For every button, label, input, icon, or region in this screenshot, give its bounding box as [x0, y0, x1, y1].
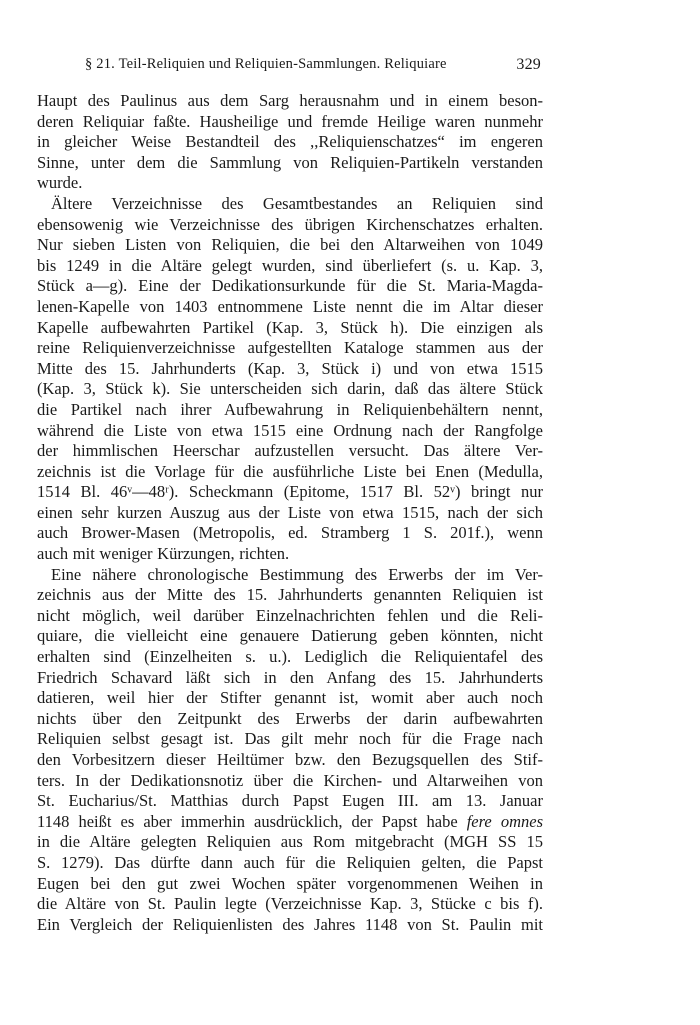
text-line: lenen-Kapelle von 1403 entnommene Liste nennt die im Altar dieser: [37, 296, 543, 316]
text-line: 1514 Bl. 46ᵛ—48ʳ). Scheckmann (Epitome, 1517 Bl. 52ᵛ) bringt nur: [37, 482, 543, 502]
text-line: Reliquien selbst gesagt ist. Das gilt mehr noch für die Frage nach: [37, 729, 543, 749]
text-line: Sinne, unter dem die Sammlung von Reliquien-Partikeln verstanden: [37, 152, 543, 172]
text-line: wurde.: [37, 173, 83, 193]
text-line: in die Altäre gelegten Reliquien aus Rom mitgebracht (MGH SS 15: [37, 832, 543, 852]
text-line: Mitte des 15. Jahrhunderts (Kap. 3, Stück i) und von etwa 1515: [37, 358, 543, 378]
latin-phrase: fere omnes: [466, 811, 543, 831]
text-line: die Partikel nach ihrer Aufbewahrung in Reliquienbehältern nennt,: [37, 399, 543, 419]
text-line: in gleicher Weise Bestandteil des ,,Reliquienschatzes“ im engeren: [37, 132, 543, 152]
text-line: ters. In der Dedikationsnotiz über die Kirchen- und Altarweihen von: [37, 770, 543, 790]
text-line: Haupt des Paulinus aus dem Sarg herausnahm und in einem beson-: [37, 91, 543, 110]
text-line: reine Reliquienverzeichnisse aufgestellten Kataloge stammen aus der: [37, 338, 543, 358]
running-title: § 21. Teil-Reliquien und Reliquien-Sammlungen. Reliquiare: [85, 56, 447, 72]
text-line: Eine nähere chronologische Bestimmung des Erwerbs der im Ver-: [51, 564, 543, 584]
text-line: einen sehr kurzen Auszug aus der Liste von etwa 1515, nach der sich: [37, 502, 543, 522]
text-line: Ältere Verzeichnisse des Gesamtbestandes an Reliquien sind: [51, 193, 543, 213]
text-line: der himmlischen Heerschar aufzustellen versucht. Das ältere Ver-: [37, 441, 543, 461]
text-line: zeichnis aus der Mitte des 15. Jahrhunderts genannten Reliquien ist: [37, 585, 543, 605]
text-line: datieren, weil hier der Stifter genannt ist, womit aber auch noch: [37, 688, 543, 708]
text-line: bis 1249 in die Altäre gelegt wurden, sind überliefert (s. u. Kap. 3,: [37, 255, 543, 275]
text-line: erhalten sind (Einzelheiten s. u.). Lediglich die Reliquientafel des: [37, 647, 543, 667]
text-line: St. Eucharius/St. Matthias durch Papst Eugen III. am 13. Januar: [37, 791, 543, 811]
text-line: die Altäre von St. Paulin legte (Verzeichnisse Kap. 3, Stücke c bis f).: [37, 894, 543, 914]
text-line: ebensowenig wie Verzeichnisse des übrigen Kirchenschatzes erhalten.: [37, 214, 543, 234]
text-line: zeichnis ist die Vorlage für die ausführliche Liste bei Enen (Medulla,: [37, 461, 543, 481]
text-line: Eugen bei den gut zwei Wochen später vorgenommenen Weihen in: [37, 873, 543, 893]
text-line: nicht möglich, weil darüber Einzelnachrichten fehlen und die Reli-: [37, 605, 543, 625]
text-line: nichts über den Zeitpunkt des Erwerbs der darin aufbewahrten: [37, 708, 543, 728]
text-line: Friedrich Schavard läßt sich in den Anfang des 15. Jahrhunderts: [37, 667, 543, 687]
text-line: auch mit weniger Kürzungen, richten.: [37, 544, 290, 564]
text-line: während die Liste von etwa 1515 eine Ordnung nach der Rangfolge: [37, 420, 543, 440]
page-header: [37, 56, 543, 78]
text-line: Ein Vergleich der Reliquienlisten des Jahres 1148 von St. Paulin mit: [37, 914, 543, 934]
text-line: Stück a—g). Eine der Dedikationsurkunde für die St. Maria-Magda-: [37, 276, 543, 296]
text-line: deren Reliquiar faßte. Hausheilige und fremde Heilige waren nunmehr: [37, 111, 543, 131]
text-line: (Kap. 3, Stück k). Sie unterscheiden sich darin, daß das ältere Stück: [37, 379, 543, 399]
text-line: den Vorbesitzern dieser Heiltümer bzw. den Bezugsquellen des Stif-: [37, 750, 543, 769]
text-line: Kapelle aufbewahrten Partikel (Kap. 3, Stück h). Die einzigen als: [37, 317, 543, 337]
text-line: quiare, die vielleicht eine genauere Datierung geben könnten, nicht: [37, 626, 543, 646]
text-line: auch Brower-Masen (Metropolis, ed. Stramberg 1 S. 201f.), wenn: [37, 523, 543, 543]
text-line: Nur sieben Listen von Reliquien, die bei den Altarweihen von 1049: [37, 235, 543, 255]
document-page: [37, 56, 543, 935]
text-line: 1148 heißt es aber immerhin ausdrücklich, der Papst habe fere omnes: [37, 811, 543, 831]
page-number: 329: [516, 56, 541, 73]
text-line: S. 1279). Das dürfte dann auch für die Reliquien gelten, die Papst: [37, 852, 543, 872]
body-text: [37, 91, 543, 935]
